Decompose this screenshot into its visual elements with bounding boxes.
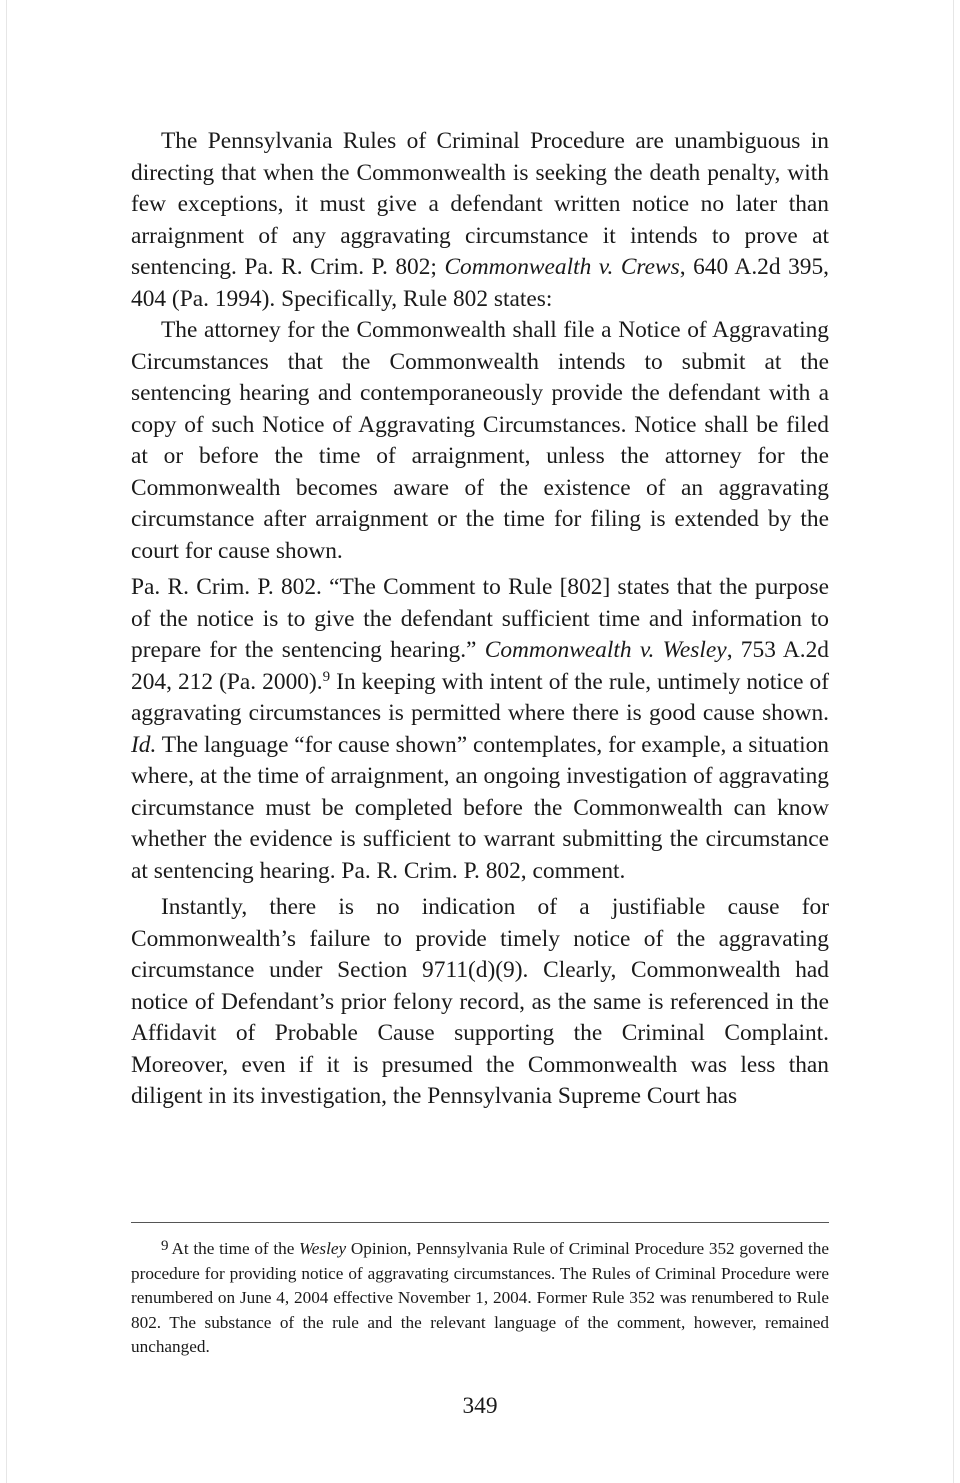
paragraph-2-head: Pa. R. Crim. P. 802. “The Comment to Rule [802] states that the purpose of the notice is to give the defendant sufficient time and information to prepare for the sentencing hearing.” <box>131 574 829 663</box>
footnote-case-wesley: Wesley <box>299 1239 347 1258</box>
paragraph-1-text: The Pennsylvania Rules of Criminal Procedure are unambiguous in directing that when the Commonwealth is seeking the death penalty, with few exceptions, it must give a defendant written notice no later than arraignment of any aggravating circumstance it intends to prove at sentencing. Pa. R. Crim. P. 802; <box>131 128 829 280</box>
rule-802-quote: The attorney for the Commonwealth shall file a Notice of Aggravating Circumstances that the Commonwealth intends to submit at the sentencing hearing and contemporaneously provide the defendant with a copy of such Notice of Aggravating Circumstances. Notice shall be filed at or before the time of arraignment, unless the attorney for the Commonwealth becomes aware of the existence of an aggravating circumstance after arraignment or the time for filing is extended by the court for cause shown. <box>131 317 829 564</box>
footnote-reference: 9 <box>322 668 331 685</box>
paragraph-2-mid: In keeping with intent of the rule, untimely notice of aggravating circumstances is permitted where there is good cause shown. <box>131 668 829 726</box>
paragraph-3: Instantly, there is no indication of a justifiable cause for Commonwealth’s failure to provide timely notice of the aggravating circumstance under Section 9711(d)(9). Clearly, Commonwealth had notice of Defendant’s prior felony record, as the same is referenced in the Affidavit of Probable Cause supporting the Criminal Complaint. Moreover, even if it is presumed the Commonwealth was less than diligent in its investigation, the Pennsylvania Supreme Court has <box>131 894 829 1109</box>
footnote-mark: 9 <box>161 1238 169 1254</box>
case-citation-crews: Commonwealth v. Crews <box>444 254 680 280</box>
footnote-head: At the time of the <box>171 1239 300 1258</box>
paragraph-2 <box>131 572 829 887</box>
footnote-9 <box>131 1234 829 1360</box>
page-edge-left <box>6 0 7 1483</box>
paragraph-2-cite: , 753 A.2d 204, 212 (Pa. 2000). <box>131 637 829 695</box>
page-number: 349 <box>462 1393 498 1419</box>
id-citation: Id. <box>131 731 157 758</box>
paragraph-2-tail: The language “for cause shown” contemplates, for example, a situation where, at the time of arraignment, an ongoing investigation of aggravating circumstance must be completed before the Commonwealth can know whether the evidence is sufficient to warrant submitting the circumstance at sentencing hearing. Pa. R. Crim. P. 802, comment. <box>131 731 829 884</box>
paragraph-1 <box>131 126 829 315</box>
case-citation-wesley: Commonwealth v. Wesley <box>484 637 727 663</box>
footnote-divider <box>131 1222 829 1223</box>
main-text <box>131 126 829 1113</box>
page-edge-right <box>953 0 954 1483</box>
paragraph-1-tail: , 640 A.2d 395, 404 (Pa. 1994). Specifically, Rule 802 states: <box>131 254 830 312</box>
footnote-tail: Opinion, Pennsylvania Rule of Criminal Procedure 352 governed the procedure for providing notice of aggravating circumstances. The Rules of Criminal Procedure were renumbered on June 4, 2004 effective November 1, 2004. Former Rule 352 was renumbered to Rule 802. The substance of the rule and the relevant language of the comment, however, remained unchanged. <box>131 1239 829 1356</box>
